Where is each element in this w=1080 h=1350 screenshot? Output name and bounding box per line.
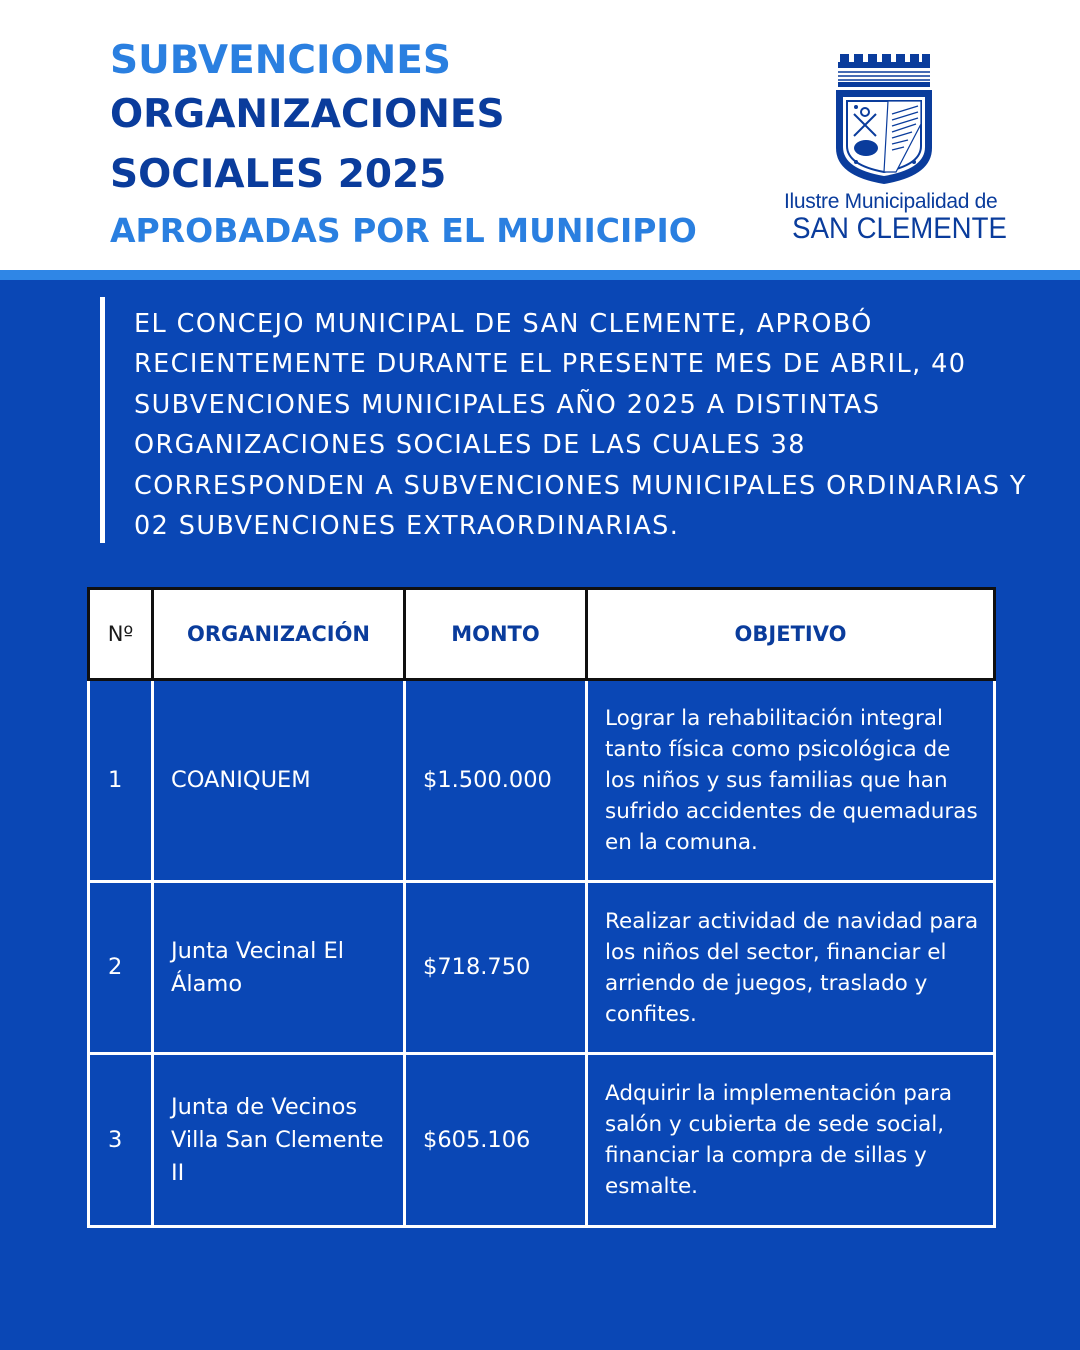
- header-objective: OBJETIVO: [587, 589, 995, 680]
- row-objective: Adquirir la implementación para salón y cubierta de sede social, financiar la compra de sillas y esmalte.: [587, 1054, 995, 1227]
- subtitle: APROBADAS POR EL MUNICIPIO: [110, 211, 697, 250]
- intro-paragraph: EL CONCEJO MUNICIPAL DE SAN CLEMENTE, APROBÓ RECIENTEMENTE DURANTE EL PRESENTE MES DE ABRIL, 40 SUBVENCIONES MUNICIPALES AÑO 2025 A DISTINTAS ORGANIZACIONES SOCIALES DE LAS CUALES 38 CORRESPONDEN A SUBVENCIONES MUNICIPALES ORDINARIAS Y 02 SUBVENCIONES EXTRAORDINARIAS.: [134, 309, 1027, 542]
- header-organization: ORGANIZACIÓN: [153, 589, 405, 680]
- intro-accent-bar: [100, 297, 105, 543]
- table-row: [89, 680, 995, 882]
- row-organization: Junta Vecinal El Álamo: [153, 882, 405, 1054]
- title-line-1: SUBVENCIONES: [110, 38, 452, 83]
- header-amount: MONTO: [405, 589, 587, 680]
- row-organization: COANIQUEM: [153, 680, 405, 882]
- table-row: [89, 1054, 995, 1227]
- coat-of-arms-icon: [832, 44, 936, 184]
- row-num: 2: [89, 882, 153, 1054]
- row-objective: Lograr la rehabilitación integral tanto física como psicológica de los niños y sus familias que han sufrido accidentes de quemaduras en la comuna.: [587, 680, 995, 882]
- header-divider: [0, 270, 1080, 280]
- subsidies-table: [87, 587, 996, 1228]
- title-line-3: SOCIALES 2025: [110, 152, 447, 197]
- table-row: [89, 882, 995, 1054]
- header-num: Nº: [89, 589, 153, 680]
- row-amount: $1.500.000: [405, 680, 587, 882]
- row-amount: $605.106: [405, 1054, 587, 1227]
- title-line-2: ORGANIZACIONES: [110, 92, 505, 137]
- logo-text-main: SAN CLEMENTE: [792, 212, 1007, 245]
- logo-text-top: Ilustre Municipalidad de: [784, 190, 998, 213]
- header: [0, 0, 1080, 270]
- row-objective: Realizar actividad de navidad para los niños del sector, financiar el arriendo de juegos, traslado y confites.: [587, 882, 995, 1054]
- municipality-logo: [784, 44, 1007, 245]
- row-num: 3: [89, 1054, 153, 1227]
- table-header-row: [89, 589, 995, 680]
- row-amount: $718.750: [405, 882, 587, 1054]
- row-num: 1: [89, 680, 153, 882]
- row-organization: Junta de Vecinos Villa San Clemente II: [153, 1054, 405, 1227]
